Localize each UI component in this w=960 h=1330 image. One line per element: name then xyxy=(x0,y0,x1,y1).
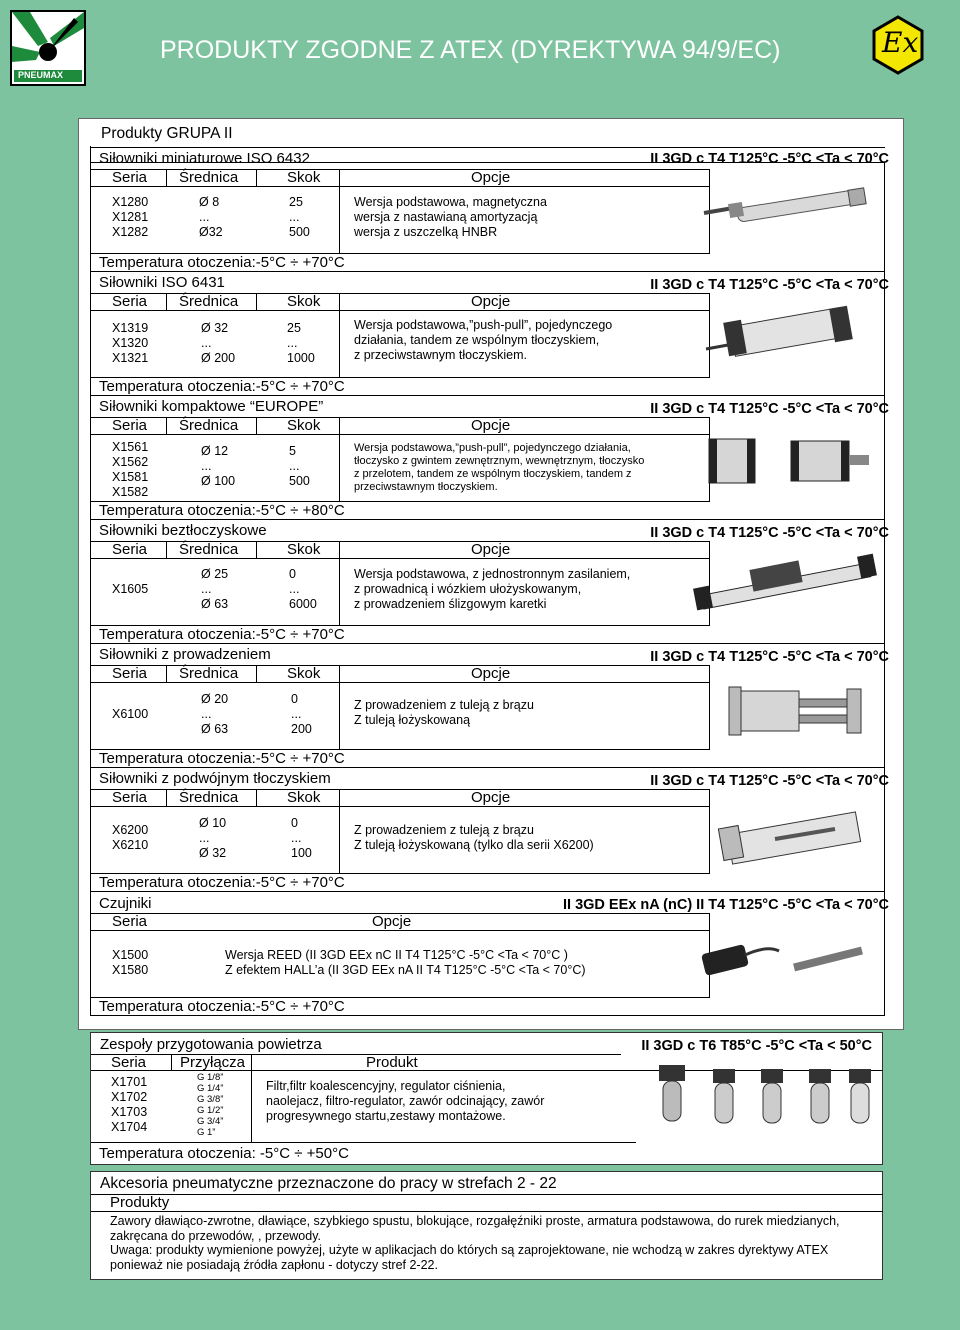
section-temperature: Temperatura otoczenia:-5°C ÷ +70°C xyxy=(99,378,345,395)
section-temperature: Temperatura otoczenia:-5°C ÷ +70°C xyxy=(99,254,345,271)
series-list: X6200 X6210 xyxy=(112,823,149,852)
section-temperature: Temperatura otoczenia:-5°C ÷ +70°C xyxy=(99,998,345,1015)
accessories-text-1: Zawory dławiąco-zwrotne, dławiące, szybkiego spustu, blokujące, rozgałęźniki proste, armatura podstawowa, do rurek miedzianych, zakręcana do przewodów, , przewody. xyxy=(110,1214,840,1243)
series-list: X1500 X1580 xyxy=(112,948,149,977)
section-title: Siłowniki z podwójnym tłoczyskiem xyxy=(99,770,331,787)
options-list: Wersja podstawowa,”push-pull”, pojedynczego działania, tłoczysko z gwintem zewnętrznym, wewnętrznym, tłoczysko z przelotem, tandem ze wspólnym tłoczyskiem, tandem z przeciwstawnym tłoczyskiem. xyxy=(354,442,645,493)
twin-rod-cylinder-icon xyxy=(715,799,880,871)
options-list: Z prowadzeniem z tuleją z brązu Z tuleją łożyskowaną xyxy=(354,698,534,727)
section-title: Siłowniki beztłoczyskowe xyxy=(99,522,267,539)
col-skok: Skok xyxy=(287,293,321,310)
section-title: Siłowniki ISO 6431 xyxy=(99,274,225,291)
options-list: Wersja podstawowa, magnetyczna wersja z nastawianą amortyzacją wersja z uszczelką HNBR xyxy=(354,195,547,239)
col-skok: Skok xyxy=(287,789,321,806)
section-title: Czujniki xyxy=(99,895,152,912)
section-cert: II 3GD c T4 T125°C -5°C <Ta < 70°C xyxy=(650,649,889,665)
accessories-subtitle: Produkty xyxy=(110,1194,170,1211)
stroke-list: 0 ... 100 xyxy=(291,816,312,860)
ex-symbol-text: Ex xyxy=(882,26,919,59)
page-header xyxy=(0,0,960,95)
section-temperature: Temperatura otoczenia:-5°C ÷ +70°C xyxy=(99,874,345,891)
section-cert: II 3GD c T4 T125°C -5°C <Ta < 70°C xyxy=(650,151,889,167)
col-srednica: Średnica xyxy=(179,789,239,806)
section-title: Siłowniki miniaturowe ISO 6432 xyxy=(99,150,310,167)
product-list: Filtr,filtr koalescencyjny, regulator ciśnienia, naolejacz, filtro-regulator, zawór odcinający, zawór progresywnego startu,zestawy montażowe. xyxy=(266,1079,545,1123)
accessories-text-2: Uwaga: produkty wymienione powyżej, użyte w aplikacjach do których są zaprojektowane, nie wchodzą w zakres dyrektywy ATEX ponieważ nie posiadają źródła zapłonu - dotyczy stref 2-22. xyxy=(110,1243,829,1272)
stroke-list: 25 ... 1000 xyxy=(287,321,315,365)
group-title: Produkty GRUPA II xyxy=(101,125,233,142)
col-skok: Skok xyxy=(287,169,321,186)
col-srednica: Średnica xyxy=(179,541,239,558)
sensor-icon xyxy=(697,929,877,989)
series-list: X1319 X1320 X1321 xyxy=(112,321,149,365)
col-seria: Seria xyxy=(112,293,148,310)
section-temperature: Temperatura otoczenia:-5°C ÷ +80°C xyxy=(99,502,345,519)
ex-atex-icon xyxy=(872,15,924,75)
series-list: X1605 xyxy=(112,582,149,596)
options-list: Wersja podstawowa,”push-pull”, pojedynczego działania, tandem ze wspólnym tłoczyskiem, z przeciwstawnym tłoczyskiem. xyxy=(354,318,613,362)
section-cert: II 3GD c T4 T125°C -5°C <Ta < 70°C xyxy=(650,525,889,541)
series-list: X1561 X1562 X1581 X1582 xyxy=(112,440,149,499)
section-cert: II 3GD c T4 T125°C -5°C <Ta < 70°C xyxy=(650,401,889,417)
stroke-list: 25 ... 500 xyxy=(289,195,310,239)
col-srednica: Średnica xyxy=(179,169,239,186)
col-produkt: Produkt xyxy=(366,1054,418,1071)
stroke-list: 5 ... 500 xyxy=(289,444,310,488)
ports-list: G 1/8” G 1/4” G 3/8” G 1/2” G 3/4” G 1” xyxy=(197,1072,224,1138)
col-seria: Seria xyxy=(112,169,148,186)
products-panel xyxy=(78,118,904,1030)
iso-cylinder-icon xyxy=(704,299,879,374)
col-opcje: Opcje xyxy=(471,789,511,806)
section-temperature: Temperatura otoczenia:-5°C ÷ +70°C xyxy=(99,750,345,767)
series-list: X6100 xyxy=(112,707,149,721)
col-srednica: Średnica xyxy=(179,417,239,434)
section-title: Siłowniki kompaktowe “EUROPE” xyxy=(99,398,324,415)
diameter-list: Ø 25 ... Ø 63 xyxy=(201,567,229,611)
air-prep-temperature: Temperatura otoczenia: -5°C ÷ +50°C xyxy=(99,1145,349,1162)
series-list: X1280 X1281 X1282 xyxy=(112,195,149,239)
diameter-list: Ø 20 ... Ø 63 xyxy=(201,692,229,736)
col-skok: Skok xyxy=(287,541,321,558)
stroke-list: 0 ... 200 xyxy=(291,692,312,736)
mini-cylinder-icon xyxy=(699,177,879,232)
frl-unit-icon xyxy=(651,1055,881,1139)
options-list: Wersja REED (II 3GD EEx nC II T4 T125°C -5°C <Ta < 70°C ) Z efektem HALL’a (II 3GD EEx nA II T4 T125°C -5°C <Ta < 70°C) xyxy=(225,948,586,977)
diameter-list: Ø 10 ... Ø 32 xyxy=(199,816,227,860)
col-srednica: Średnica xyxy=(179,665,239,682)
section-cert: II 3GD c T4 T125°C -5°C <Ta < 70°C xyxy=(650,277,889,293)
col-opcje: Opcje xyxy=(471,169,511,186)
section-temperature: Temperatura otoczenia:-5°C ÷ +70°C xyxy=(99,626,345,643)
diameter-list: Ø 12 ... Ø 100 xyxy=(201,444,236,488)
section-title: Siłowniki z prowadzeniem xyxy=(99,646,271,663)
air-prep-panel xyxy=(90,1032,883,1165)
col-seria: Seria xyxy=(112,665,148,682)
stroke-list: 0 ... 6000 xyxy=(289,567,317,611)
col-seria: Seria xyxy=(111,1054,147,1071)
pneumax-logo xyxy=(10,10,86,86)
rodless-cylinder-icon xyxy=(691,551,881,621)
diameter-list: Ø 32 ... Ø 200 xyxy=(201,321,236,365)
air-prep-title: Zespoły przygotowania powietrza xyxy=(100,1036,322,1053)
section-cert: II 3GD c T4 T125°C -5°C <Ta < 70°C xyxy=(650,773,889,789)
col-seria: Seria xyxy=(112,541,148,558)
col-seria: Seria xyxy=(112,417,148,434)
section-cert: II 3GD EEx nA (nC) II T4 T125°C -5°C <Ta < 70°C xyxy=(562,897,889,913)
col-seria: Seria xyxy=(112,789,148,806)
col-opcje: Opcje xyxy=(471,293,511,310)
logo-text: PNEUMAX xyxy=(18,70,64,80)
col-opcje: Opcje xyxy=(471,417,511,434)
accessories-panel xyxy=(90,1171,883,1280)
diameter-list: Ø 8 ... Ø32 xyxy=(199,195,223,239)
col-opcje: Opcje xyxy=(471,665,511,682)
options-list: Z prowadzeniem z tuleją z brązu Z tuleją łożyskowaną (tylko dla serii X6200) xyxy=(354,823,594,852)
col-skok: Skok xyxy=(287,417,321,434)
options-list: Wersja podstawowa, z jednostronnym zasilaniem, z prowadnicą i wózkiem ułożyskowanym, z prowadzeniem ślizgowym karetki xyxy=(354,567,631,611)
col-opcje: Opcje xyxy=(372,913,412,930)
col-seria: Seria xyxy=(112,913,148,930)
compact-cylinder-icon xyxy=(707,431,882,491)
col-srednica: Średnica xyxy=(179,293,239,310)
col-skok: Skok xyxy=(287,665,321,682)
page-title: PRODUKTY ZGODNE Z ATEX (DYREKTYWA 94/9/EC) xyxy=(160,36,781,64)
col-przylacza: Przyłącza xyxy=(180,1054,246,1071)
accessories-title: Akcesoria pneumatyczne przeznaczone do pracy w strefach 2 - 22 xyxy=(100,1175,557,1192)
series-list: X1701 X1702 X1703 X1704 xyxy=(111,1075,148,1134)
guided-cylinder-icon xyxy=(719,675,879,747)
col-opcje: Opcje xyxy=(471,541,511,558)
air-prep-cert: II 3GD c T6 T85°C -5°C <Ta < 50°C xyxy=(641,1038,872,1054)
